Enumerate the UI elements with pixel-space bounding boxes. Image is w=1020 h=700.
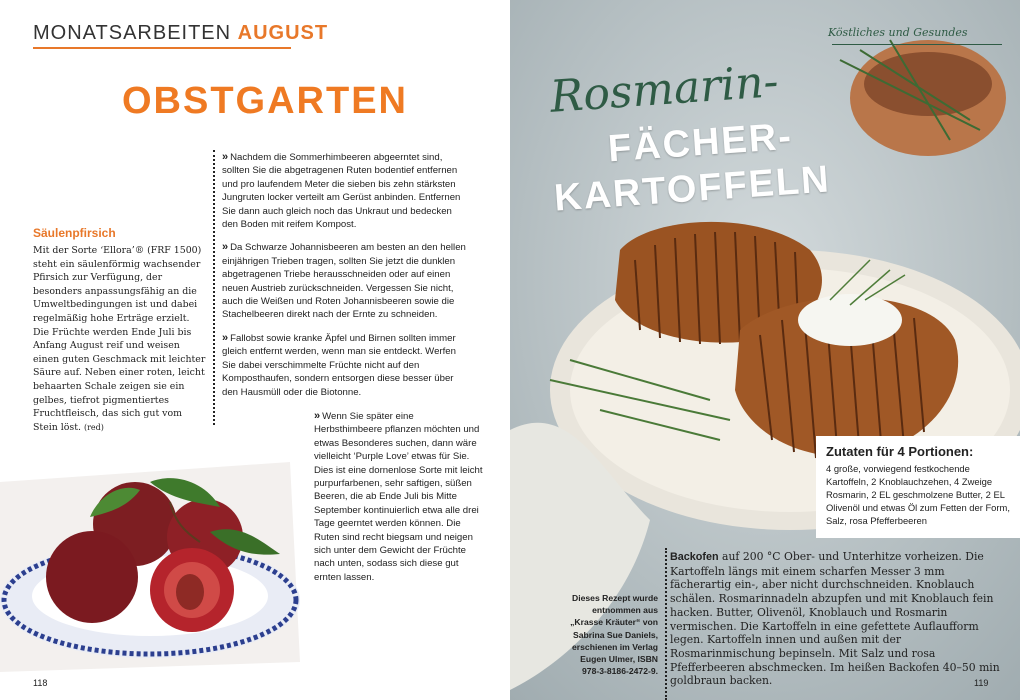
paragraph: [222, 332, 468, 399]
running-head-prefix: MONATSARBEITEN: [33, 22, 232, 44]
running-head-month: AUGUST: [237, 22, 329, 44]
paragraph: [314, 410, 484, 584]
chevron-icon: »: [314, 410, 321, 422]
method-lead: Backofen: [670, 551, 719, 563]
chevron-icon: »: [222, 241, 229, 254]
page-number: 119: [974, 678, 989, 688]
main-column: [222, 151, 468, 409]
recipe-credit: Dieses Rezept wurde entnommen aus „Krasse Kräuter“ von Sabrina Sue Daniels, erschienen im Verlag Eugen Ulmer, ISBN 978-3-8186-2472-9.: [570, 593, 658, 677]
ingredients-text: 4 große, vorwiegend festkochende Kartoffeln, 2 Knoblauchzehen, 4 Zweige Rosmarin, 2 EL geschmolzene Butter, 2 EL Olivenöl und etwas Öl zum Fetten der Form, Salz, rosa Pfefferbeeren: [826, 463, 1010, 526]
paragraph-text: Da Schwarze Johannisbeeren am besten an den hellen einjährigen Trieben tragen, sollten Sie jetzt die dunklen abgetragenen Triebe herausschneiden oder auf einen neuen Austrieb zurückschneiden. Vergessen Sie nicht, auch die Weißen und Roten Johannisbeeren sowie die Stachelbeeren direkt nach der Ernte zu schneiden.: [222, 242, 466, 321]
sidebar-column: [33, 226, 207, 434]
sidebar-text: [33, 244, 207, 434]
chevron-icon: »: [222, 151, 229, 163]
section-title: OBSTGARTEN: [122, 80, 408, 122]
ingredients-heading: Zutaten für 4 Portionen:: [826, 444, 974, 459]
column-divider: [213, 150, 215, 425]
recipe-method: [670, 550, 1008, 688]
peach-photo: [0, 462, 300, 672]
right-page: [510, 0, 1020, 700]
sidebar-heading: Säulenpfirsich: [33, 226, 116, 240]
recipe-script-title: Rosmarin-: [548, 56, 780, 123]
paragraph-text: Wenn Sie später eine Herbsthimbeere pflanzen möchten und etwas Besonderes suchen, dann wäre vielleicht ‘Purple Love’ etwas für Sie. Dies ist eine dornenlose Sorte mit leicht purpurfarbenen, sehr saftigen, süßen Beeren, die ab Ende Juli bis Mitte September kontinuierlich etwa alle drei Tage geerntet werden können. Die Ruten sind recht biegsam und neigen sich unter dem Gewicht der Früchte nach unten, sodass sich diese gut ernten lassen.: [314, 411, 483, 583]
column-divider: [665, 548, 667, 700]
second-column: [314, 410, 484, 584]
paragraph-text: Nachdem die Sommerhimbeeren abgeerntet sind, sollten Sie die abgetragenen Ruten bodentief entfernen und pro laufendem Meter die sieben bis zehn stärksten Jungruten locker verteilt am Gerüst anbinden. Entfernen Sie dann auch gleich noch das Unkraut und bedecken den Boden mit reifem Kompost.: [222, 152, 461, 231]
recipe-title-line1: FÄCHER-: [606, 115, 795, 171]
chevron-icon: »: [222, 331, 229, 344]
peach-illustration: [0, 462, 300, 672]
kicker-rule: [832, 44, 1002, 45]
sidebar-credit: (red): [83, 422, 104, 432]
page-number: 118: [33, 678, 48, 688]
paragraph: [222, 151, 468, 231]
sidebar-body: Mit der Sorte ‘Ellora’® (FRF 1500) steht ein säulenförmig wachsender Pfirsich zur Verfügung, der besonders anpassungsfähig an die Umweltbedingungen ist und dabei regelmäßig hohe Erträge erzielt. Die Früchte werden Ende Juli bis Anfang August reif und weisen einen guten Geschmack mit leichter Säure auf. Neben einer roten, leicht behaarten Schale zeigen sie ein gelbes, tiefrot pigmentiertes Fruchtfleisch, das sich gut vom Stein löst.: [33, 245, 206, 433]
running-head-rule: [33, 47, 291, 49]
method-text: auf 200 °C Ober- und Unterhitze vorheizen. Die Kartoffeln längs mit einem scharfen Messer 3 mm fächerartig ein-, aber nicht durchschneiden. Knoblauch schälen. Rosmarinnadeln abzupfen und mit Knoblauch fein hacken. Butter, Olivenöl, Knoblauch und Rosmarin vermischen. Die Kartoffeln in eine gefettete Auflaufform legen. Kartoffeln innen und außen mit der Rosmarinmischung bepinseln. Mit Salz und rosa Pfefferbeeren abschmecken. Im heißen Backofen 40–50 min goldbraun backen.: [670, 550, 1000, 688]
paragraph-text: Fallobst sowie kranke Äpfel und Birnen sollten immer gleich entfernt werden, wenn man sie entdeckt. Werfen Sie dabei verschimmelte Früchte nicht auf den Komposthaufen, sondern entsorgen diese besser über den Hausmüll oder die Biotonne.: [222, 332, 456, 398]
running-head: [33, 22, 328, 45]
ingredients-box: [816, 436, 1020, 538]
kicker: Köstliches und Gesundes: [828, 26, 968, 39]
paragraph: [222, 241, 468, 321]
recipe-title-line2: KARTOFFELN: [552, 158, 832, 220]
